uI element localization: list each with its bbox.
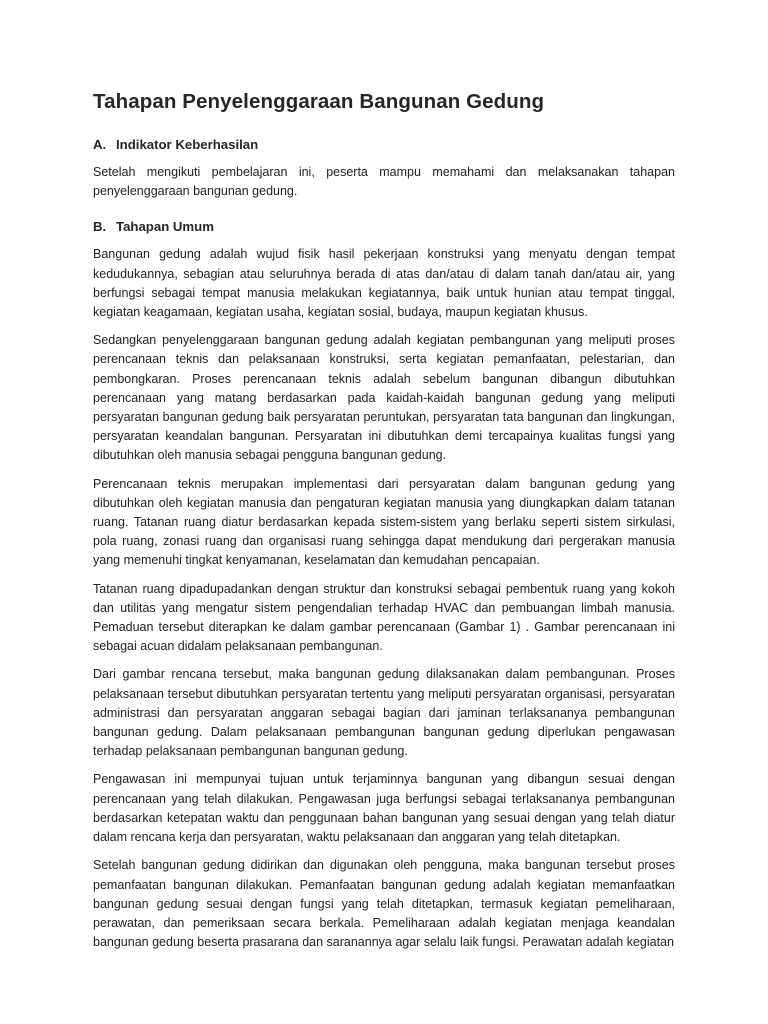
document-title: Tahapan Penyelenggaraan Bangunan Gedung (93, 90, 545, 113)
paragraph: Setelah mengikuti pembelajaran ini, peserta mampu memahami dan melaksanakan tahapan penyelenggaraan bangunan gedung. (93, 165, 675, 199)
paragraph: Setelah bangunan gedung didirikan dan digunakan oleh pengguna, maka bangunan tersebut proses pemanfaatan bangunan dilakukan. Pemanfaatan bangunan gedung adalah kegiatan memanfaatkan bangunan gedung sesuai dengan fungsi yang telah ditetapkan, termasuk kegiatan pemeliharaan, perawatan, dan pemeriksaan secara berkala. Pemeliharaan adalah kegiatan menjaga keandalan bangunan gedung beserta prasarana dan saranannya agar selalu laik fungsi. Perawatan adalah kegiatan (93, 858, 675, 950)
section-letter: B. (93, 219, 107, 235)
section-heading-b (93, 219, 675, 234)
section-letter: A. (93, 137, 107, 152)
paragraph: Tatanan ruang dipadupadankan dengan struktur dan konstruksi sebagai pembentuk ruang yang kokoh dan utilitas yang mengatur sistem pengendalian terhadap HVAC dan pembuangan limbah manusia. Pemaduan tersebut diterapkan ke dalam gambar perencanaan (Gambar 1) . Gambar perencanaan ini sebagai acuan didalam pelaksanaan pembangunan. (93, 581, 675, 654)
section-title: Tahapan Umum (116, 219, 214, 235)
paragraph: Perencanaan teknis merupakan implementasi dari persyaratan dalam bangunan gedung yang dibutuhkan oleh kegiatan manusia dan pengaturan kegiatan manusia yang diungkapkan dalam tatanan ruang. Tatanan ruang diatur berdasarkan kepada sistem-sistem yang berlaku seperti sistem sirkulasi, pola ruang, zonasi ruang dan organisasi ruang sehingga dapat mendukung dari pergerakan manusia yang memenuhi tingkat kenyamanan, keselamatan dan kemudahan pencapaian. (93, 476, 675, 568)
section-title: Indikator Keberhasilan (116, 137, 259, 152)
section-heading-a (93, 137, 675, 152)
paragraph: Pengawasan ini mempunyai tujuan untuk terjaminnya bangunan yang dibangun sesuai dengan perencanaan yang telah dilakukan. Pengawasan juga berfungsi sebagai terlaksananya pembangunan berdasarkan ketepatan waktu dan penggunaan bahan bangunan yang sesuai dengan yang telah diatur dalam rencana kerja dan persyaratan, waktu pelaksanaan dan anggaran yang telah ditetapkan. (93, 772, 675, 845)
paragraph: Dari gambar rencana tersebut, maka bangunan gedung dilaksanakan dalam pembangunan. Proses pelaksanaan tersebut dibutuhkan persyaratan tertentu yang meliputi persyaratan organisasi, persyaratan administrasi dan persyaratan anggaran sebagai bagian dari jaminan terlaksananya pembangunan bangunan gedung. Dalam pelaksanaan pembangunan bangunan gedung diperlukan pengawasan terhadap pelaksanaan pembangunan bangunan gedung. (93, 667, 675, 759)
paragraph: Bangunan gedung adalah wujud fisik hasil pekerjaan konstruksi yang menyatu dengan tempat kedudukannya, sebagian atau seluruhnya berada di atas dan/atau di dalam tanah dan/atau air, yang berfungsi sebagai tempat manusia melakukan kegiatannya, baik untuk hunian atau tempat tinggal, kegiatan keagamaan, kegiatan usaha, kegiatan sosial, budaya, maupun kegiatan khusus. (93, 247, 675, 320)
document-page (93, 90, 675, 961)
paragraph: Sedangkan penyelenggaraan bangunan gedung adalah kegiatan pembangunan yang meliputi proses perencanaan teknis dan pelaksanaan konstruksi, serta kegiatan pemanfaatan, pelestarian, dan pembongkaran. Proses perencanaan teknis adalah sebelum bangunan dibangun dibutuhkan perencanaan yang matang berdasarkan pada kaidah-kaidah bangunan gedung yang meliputi persyaratan bangunan gedung baik persyaratan peruntukan, persyaratan tata bangunan dan lingkungan, persyaratan keandalan bangunan. Persyaratan ini dibutuhkan demi tercapainya kualitas fungsi yang dibutuhkan oleh manusia sebagai pengguna bangunan gedung. (93, 333, 675, 463)
